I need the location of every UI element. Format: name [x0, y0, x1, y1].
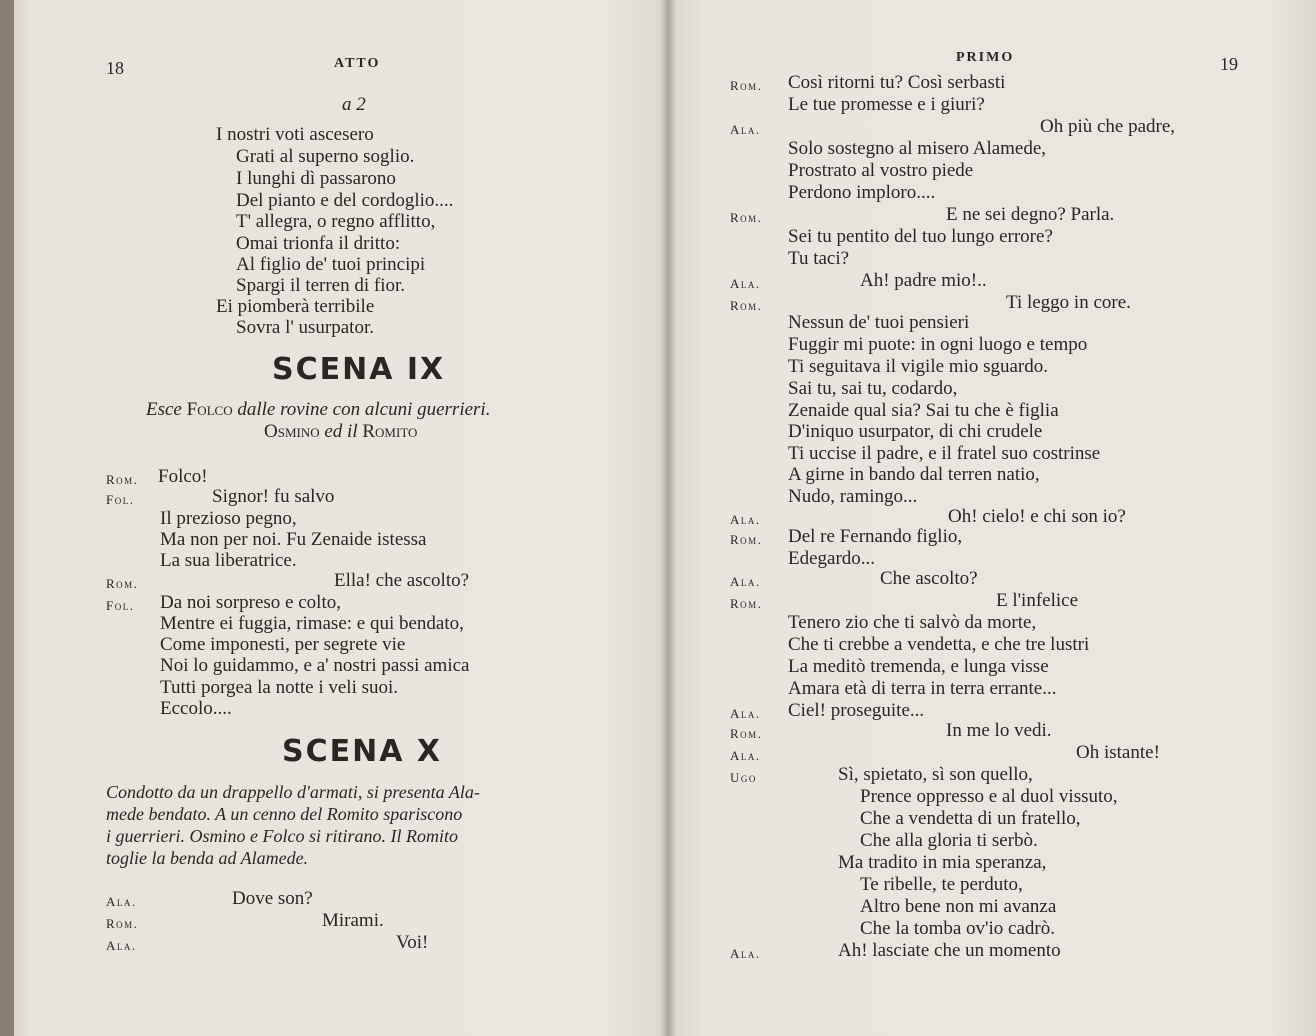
- dialogue-line: Te ribelle, te perduto,: [860, 874, 1023, 895]
- dialogue-line: Che ascolto?: [880, 568, 978, 589]
- dialogue-line: Ti seguitava il vigile mio sguardo.: [788, 356, 1049, 377]
- dialogue-line: Nudo, ramingo...: [788, 486, 918, 507]
- dialogue-line: Nessun de' tuoi pensieri: [788, 312, 970, 333]
- verse-line: Spargi il terren di fior.: [236, 275, 406, 296]
- speaker-label: Rom.: [106, 472, 139, 487]
- dialogue-line: Che ti crebbe a vendetta, e che tre lustri: [788, 634, 1090, 655]
- dialogue-line: Ti uccise il padre, e il fratel suo costrinse: [788, 443, 1101, 464]
- running-head-right: PRIMO: [956, 50, 1015, 65]
- dialogue-line: Prostrato al vostro piede: [788, 160, 974, 181]
- a-due-marker: a 2: [342, 94, 366, 115]
- right-page: [668, 0, 1316, 1036]
- dialogue-line: E ne sei degno? Parla.: [946, 204, 1115, 225]
- verse-line: I lunghi dì passarono: [236, 168, 396, 189]
- speaker-label: Rom.: [106, 916, 139, 931]
- dialogue-line: Perdono imploro....: [788, 182, 936, 203]
- stage-direction: Osmino ed il Romito: [264, 421, 418, 442]
- stage-direction: mede bendato. A un cenno del Romito spariscono: [106, 804, 463, 824]
- speaker-label: Ala.: [106, 894, 137, 909]
- dialogue-line: Mentre ei fuggia, rimase: e qui bendato,: [160, 613, 464, 634]
- speaker-label: Rom.: [730, 532, 763, 547]
- dialogue-line: Che la tomba ov'io cadrò.: [860, 918, 1055, 939]
- speaker-label: Rom.: [106, 576, 139, 591]
- dialogue-line: Prence oppresso e al duol vissuto,: [860, 786, 1118, 807]
- dialogue-line: Zenaide qual sia? Sai tu che è figlia: [788, 400, 1059, 421]
- speaker-label: Ala.: [106, 938, 137, 953]
- dialogue-line: Noi lo guidammo, e a' nostri passi amica: [160, 655, 470, 676]
- dialogue-line: Folco!: [158, 466, 208, 487]
- speaker-label: Ala.: [730, 512, 761, 527]
- dialogue-line: Che a vendetta di un fratello,: [860, 808, 1081, 829]
- scene-heading-ix: SCENA IX: [272, 352, 446, 387]
- dialogue-line: Ma tradito in mia speranza,: [838, 852, 1047, 873]
- stage-direction: Condotto da un drappello d'armati, si presenta Ala-: [106, 782, 480, 802]
- dialogue-line: Ti leggo in core.: [1006, 292, 1131, 313]
- speaker-label: Rom.: [730, 726, 763, 741]
- verse-line: I nostri voti ascesero: [216, 124, 374, 145]
- dialogue-line: Da noi sorpreso e colto,: [160, 592, 341, 613]
- dialogue-line: Le tue promesse e i giuri?: [788, 94, 985, 115]
- verse-line: Grati al superno soglio.: [236, 146, 415, 167]
- dialogue-line: Dove son?: [232, 888, 313, 909]
- speaker-label: Ala.: [730, 276, 761, 291]
- dialogue-line: Oh! cielo! e chi son io?: [948, 506, 1126, 527]
- stage-direction: toglie la benda ad Alamede.: [106, 848, 309, 868]
- dialogue-line: Altro bene non mi avanza: [860, 896, 1057, 917]
- book-gutter: [660, 0, 676, 1036]
- speaker-label: Ugo: [730, 770, 757, 785]
- stage-direction: i guerrieri. Osmino e Folco si ritirano. Il Romito: [106, 826, 458, 846]
- dialogue-line: Ciel! proseguite...: [788, 700, 925, 721]
- dialogue-line: Ella! che ascolto?: [334, 570, 470, 591]
- verse-line: Sovra l' usurpator.: [236, 317, 374, 338]
- dialogue-line: Tenero zio che ti salvò da morte,: [788, 612, 1037, 633]
- speaker-label: Rom.: [730, 78, 763, 93]
- dialogue-line: Sì, spietato, sì son quello,: [838, 764, 1033, 785]
- dialogue-line: E l'infelice: [996, 590, 1079, 611]
- verse-line: Ei piomberà terribile: [216, 296, 375, 317]
- dialogue-line: Fuggir mi puote: in ogni luogo e tempo: [788, 334, 1088, 355]
- dialogue-line: Eccolo....: [160, 698, 232, 719]
- dialogue-line: Mirami.: [322, 910, 384, 931]
- verse-line: Al figlio de' tuoi principi: [236, 254, 426, 275]
- dialogue-line: Sei tu pentito del tuo lungo errore?: [788, 226, 1053, 247]
- dialogue-line: Che alla gloria ti serbò.: [860, 830, 1038, 851]
- page-number-left: 18: [106, 58, 124, 78]
- dialogue-line: Oh più che padre,: [1040, 116, 1176, 137]
- dialogue-line: Così ritorni tu? Così serbasti: [788, 72, 1006, 93]
- dialogue-line: Signor! fu salvo: [212, 486, 335, 507]
- speaker-label: Ala.: [730, 748, 761, 763]
- dialogue-line: Del re Fernando figlio,: [788, 526, 963, 547]
- dialogue-line: La meditò tremenda, e lunga visse: [788, 656, 1049, 677]
- speaker-label: Ala.: [730, 706, 761, 721]
- speaker-label: Ala.: [730, 946, 761, 961]
- speaker-label: Ala.: [730, 122, 761, 137]
- running-head-left: ATTO: [334, 56, 381, 71]
- dialogue-line: Ah! lasciate che un momento: [838, 940, 1061, 961]
- dialogue-line: Ma non per noi. Fu Zenaide istessa: [160, 529, 427, 550]
- dialogue-line: Sai tu, sai tu, codardo,: [788, 378, 958, 399]
- scene-heading-x: SCENA X: [282, 734, 443, 769]
- page-number-right: 19: [1220, 54, 1238, 74]
- dialogue-line: Come imponesti, per segrete vie: [160, 634, 406, 655]
- book-edge: [0, 0, 14, 1036]
- dialogue-line: Tutti porgea la notte i veli suoi.: [160, 677, 399, 698]
- verse-line: Omai trionfa il dritto:: [236, 233, 401, 254]
- dialogue-line: Il prezioso pegno,: [160, 508, 297, 529]
- dialogue-line: Oh istante!: [1076, 742, 1160, 763]
- speaker-label: Rom.: [730, 298, 763, 313]
- dialogue-line: Edegardo...: [788, 548, 876, 569]
- dialogue-line: D'iniquo usurpator, di chi crudele: [788, 421, 1043, 442]
- dialogue-line: A girne in bando dal terren natio,: [788, 464, 1040, 485]
- dialogue-line: Voi!: [396, 932, 429, 953]
- speaker-label: Fol.: [106, 598, 135, 613]
- speaker-label: Rom.: [730, 596, 763, 611]
- speaker-label: Rom.: [730, 210, 763, 225]
- verse-line: Del pianto e del cordoglio....: [236, 190, 454, 211]
- speaker-label: Ala.: [730, 574, 761, 589]
- dialogue-line: Ah! padre mio!..: [860, 270, 987, 291]
- dialogue-line: Solo sostegno al misero Alamede,: [788, 138, 1047, 159]
- dialogue-line: Tu taci?: [788, 248, 850, 269]
- stage-direction: Esce Folco dalle rovine con alcuni guerrieri.: [146, 399, 491, 420]
- dialogue-line: Amara età di terra in terra errante...: [788, 678, 1057, 699]
- verse-line: T' allegra, o regno afflitto,: [236, 211, 436, 232]
- dialogue-line: La sua liberatrice.: [160, 550, 297, 571]
- dialogue-line: In me lo vedi.: [946, 720, 1052, 741]
- speaker-label: Fol.: [106, 492, 135, 507]
